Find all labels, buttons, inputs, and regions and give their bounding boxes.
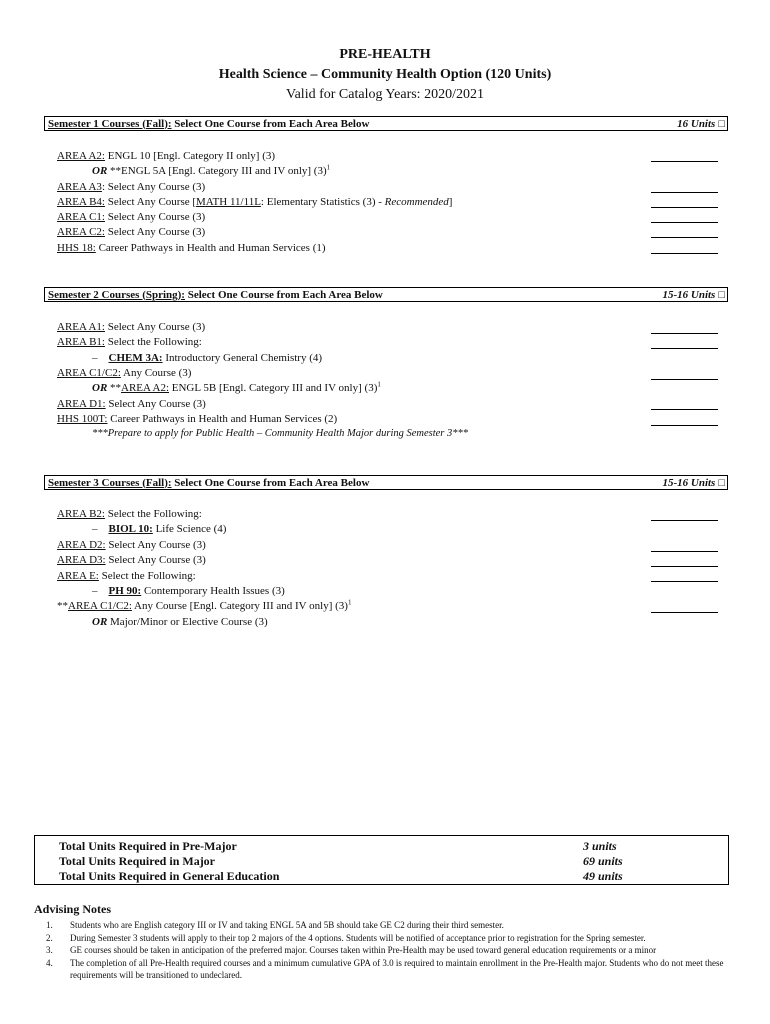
area-label: AREA D3: bbox=[57, 554, 106, 566]
course-line bbox=[57, 320, 205, 334]
note-text: Students who are English category III or IV and taking ENGL 5A and 5B should take GE C2 during their third semester. bbox=[70, 920, 504, 930]
area-label: AREA E: bbox=[57, 570, 99, 582]
course-line bbox=[57, 569, 196, 583]
completion-blank[interactable] bbox=[651, 551, 718, 552]
area-label: AREA B4: bbox=[57, 196, 105, 208]
footnote-marker: 1 bbox=[347, 598, 352, 607]
area-label: AREA C1/C2: bbox=[57, 367, 121, 379]
completion-blank[interactable] bbox=[651, 222, 718, 223]
course-line bbox=[57, 241, 326, 255]
course-text: Select Any Course (3) bbox=[105, 554, 206, 566]
area-label: AREA D2: bbox=[57, 539, 106, 551]
area-label: AREA A1: bbox=[57, 321, 105, 333]
course-line bbox=[57, 195, 452, 209]
footnote-marker: 1 bbox=[326, 163, 331, 172]
recommended-label: Recommended bbox=[384, 196, 449, 208]
or-label: OR bbox=[92, 165, 108, 177]
semester-3-instruction: Select One Course from Each Area Below bbox=[171, 476, 370, 489]
course-line bbox=[57, 225, 205, 239]
course-text: Life Science (4) bbox=[152, 523, 227, 535]
course-text: : Elementary Statistics (3) - bbox=[260, 196, 385, 208]
course-text: ] bbox=[448, 196, 453, 208]
area-label: HHS 18: bbox=[57, 242, 96, 254]
total-ge-value: 49 units bbox=[583, 869, 623, 883]
completion-blank[interactable] bbox=[651, 207, 718, 208]
course-text: Career Pathways in Health and Human Services (2) bbox=[107, 413, 338, 425]
course-code: BIOL 10: bbox=[108, 523, 153, 535]
course-text: Select the Following: bbox=[98, 570, 196, 582]
totals-box bbox=[34, 835, 729, 885]
semester-3-label: Semester 3 Courses (Fall): bbox=[48, 476, 172, 489]
course-text: Select the Following: bbox=[104, 336, 202, 348]
course-text: Select Any Course (3) bbox=[104, 321, 206, 333]
dash: – bbox=[92, 352, 98, 364]
completion-blank[interactable] bbox=[651, 237, 718, 238]
note-text: GE courses should be taken in anticipation of the preferred major. Courses taken within Pre-Health may be used toward general education requirements or a minor bbox=[70, 945, 657, 955]
area-label: AREA C1: bbox=[57, 211, 105, 223]
course-line bbox=[57, 149, 275, 163]
area-label: AREA C1/C2: bbox=[68, 600, 132, 612]
completion-blank[interactable] bbox=[651, 566, 718, 567]
course-text: Select the Following: bbox=[104, 508, 202, 520]
course-text: Select Any Course (3) bbox=[104, 211, 206, 223]
dash: – bbox=[92, 585, 98, 597]
course-code: MATH 11/11L bbox=[196, 196, 261, 208]
course-line bbox=[92, 164, 330, 178]
completion-blank[interactable] bbox=[651, 379, 718, 380]
semester-1-label: Semester 1 Courses (Fall): bbox=[48, 117, 172, 130]
course-line bbox=[92, 584, 285, 598]
completion-blank[interactable] bbox=[651, 409, 718, 410]
course-code: CHEM 3A: bbox=[108, 352, 163, 364]
course-line bbox=[57, 397, 206, 411]
semester-3-units: 15-16 Units bbox=[662, 476, 716, 489]
area-label: HHS 100T: bbox=[57, 413, 108, 425]
note-number: 4. bbox=[46, 958, 53, 968]
course-line bbox=[57, 180, 205, 194]
semester-note: ***Prepare to apply for Public Health – Community Health Major during Semester 3*** bbox=[92, 428, 469, 439]
completion-blank[interactable] bbox=[651, 612, 718, 613]
document-title bbox=[0, 45, 770, 104]
course-line bbox=[57, 366, 191, 380]
semester-1-checkbox[interactable]: □ bbox=[718, 117, 725, 130]
course-code: PH 90: bbox=[108, 585, 142, 597]
course-line bbox=[92, 381, 381, 395]
course-text: Contemporary Health Issues (3) bbox=[141, 585, 285, 597]
course-text: ENGL 5B [Engl. Category III and IV only] (3) bbox=[169, 382, 378, 394]
completion-blank[interactable] bbox=[651, 253, 718, 254]
course-text: Select Any Course [ bbox=[104, 196, 197, 208]
semester-1-instruction: Select One Course from Each Area Below bbox=[171, 117, 370, 130]
semester-2-instruction: Select One Course from Each Area Below bbox=[184, 288, 383, 301]
course-text: ENGL 10 [Engl. Category II only] (3) bbox=[104, 150, 276, 162]
course-text: ** bbox=[57, 600, 68, 612]
or-label: OR bbox=[92, 382, 108, 394]
area-label: AREA B1: bbox=[57, 336, 105, 348]
note-number: 2. bbox=[46, 933, 53, 943]
dash: – bbox=[92, 523, 98, 535]
area-label: AREA B2: bbox=[57, 508, 105, 520]
course-line bbox=[92, 351, 322, 365]
course-text: Select Any Course (3) bbox=[104, 226, 206, 238]
course-text: Introductory General Chemistry (4) bbox=[162, 352, 323, 364]
semester-3-header bbox=[44, 475, 728, 490]
total-pre-major-label: Total Units Required in Pre-Major bbox=[59, 839, 237, 853]
semester-1-units: 16 Units bbox=[677, 117, 716, 130]
course-line bbox=[57, 507, 202, 521]
completion-blank[interactable] bbox=[651, 333, 718, 334]
area-label: AREA A2: bbox=[57, 150, 105, 162]
course-text: Career Pathways in Health and Human Services (1) bbox=[95, 242, 326, 254]
or-label: OR bbox=[92, 616, 108, 628]
semester-1-header bbox=[44, 116, 728, 131]
semester-3-checkbox[interactable]: □ bbox=[718, 476, 725, 489]
course-line bbox=[92, 522, 226, 536]
area-label: AREA D1: bbox=[57, 398, 106, 410]
course-text: Any Course (3) bbox=[120, 367, 192, 379]
completion-blank[interactable] bbox=[651, 348, 718, 349]
title-line-3: Valid for Catalog Years: 2020/2021 bbox=[286, 87, 484, 102]
course-line bbox=[92, 615, 268, 629]
semester-2-header bbox=[44, 287, 728, 302]
course-text: Any Course [Engl. Category III and IV only] (3) bbox=[131, 600, 348, 612]
area-label: AREA C2: bbox=[57, 226, 105, 238]
area-label: AREA A2: bbox=[121, 382, 170, 394]
course-text: Select Any Course (3) bbox=[105, 539, 206, 551]
course-line bbox=[57, 412, 337, 426]
semester-2-units: 15-16 Units bbox=[662, 288, 716, 301]
total-pre-major-value: 3 units bbox=[583, 839, 617, 853]
semester-2-checkbox[interactable]: □ bbox=[718, 288, 725, 301]
completion-blank[interactable] bbox=[651, 192, 718, 193]
note-number: 1. bbox=[46, 920, 53, 930]
course-line bbox=[57, 553, 206, 567]
footnote-marker: 1 bbox=[377, 380, 381, 389]
note-text: The completion of all Pre-Health required courses and a minimum cumulative GPA of 3.0 is required to maintain enrollment in the Pre-Health major. Students who do not meet these requirements will be transitioned to undeclared. bbox=[70, 958, 724, 980]
total-major-label: Total Units Required in Major bbox=[59, 854, 216, 868]
course-line bbox=[57, 599, 351, 613]
course-text: **ENGL 5A [Engl. Category III and IV only] (3) bbox=[107, 165, 327, 177]
note-text: During Semester 3 students will apply to their top 2 majors of the 4 options. Students will be notified of acceptance prior to registration for the Spring semester. bbox=[70, 933, 646, 943]
completion-blank[interactable] bbox=[651, 161, 718, 162]
course-line bbox=[57, 210, 205, 224]
area-label: AREA A3 bbox=[57, 181, 102, 193]
note-number: 3. bbox=[46, 945, 53, 955]
title-line-1: PRE-HEALTH bbox=[339, 47, 431, 62]
semester-2-label: Semester 2 Courses (Spring): bbox=[48, 288, 185, 301]
completion-blank[interactable] bbox=[651, 425, 718, 426]
advising-notes-title: Advising Notes bbox=[34, 902, 112, 916]
course-line bbox=[57, 538, 206, 552]
course-text: ** bbox=[107, 382, 122, 394]
completion-blank[interactable] bbox=[651, 520, 718, 521]
course-text: : Select Any Course (3) bbox=[101, 181, 206, 193]
completion-blank[interactable] bbox=[651, 581, 718, 582]
total-ge-label: Total Units Required in General Education bbox=[59, 869, 280, 883]
course-text: Major/Minor or Elective Course (3) bbox=[107, 616, 268, 628]
total-major-value: 69 units bbox=[583, 854, 623, 868]
course-line bbox=[57, 335, 202, 349]
course-text: Select Any Course (3) bbox=[105, 398, 206, 410]
title-line-2: Health Science – Community Health Option (120 Units) bbox=[218, 67, 552, 82]
